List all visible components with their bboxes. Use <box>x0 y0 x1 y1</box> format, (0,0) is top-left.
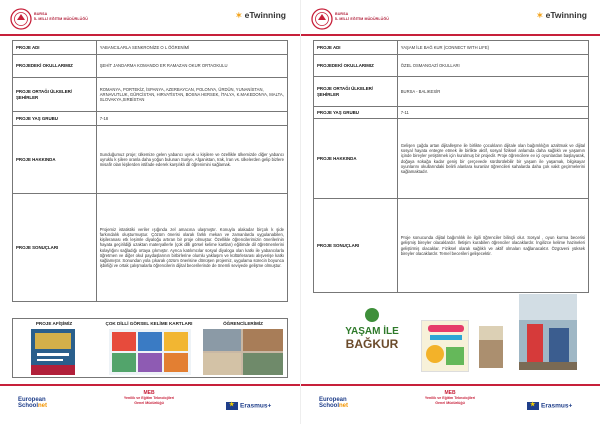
row-value: BURSA - BALIKESİR <box>397 77 588 107</box>
erasmus-logo <box>527 402 572 410</box>
poster-image <box>337 306 407 364</box>
erasmus-logo <box>226 402 271 410</box>
poster-title1: YAŞAM İLE <box>345 326 399 337</box>
row-key: PROJE ORTAĞI ÜLKELER/ŞEHİRLER <box>314 77 398 107</box>
row-key: PROJE ORTAĞI ÜLKELER/ŞEHİRLER <box>13 78 97 112</box>
row-value: 7-11 <box>397 107 588 119</box>
meb-subtitle1: Yenilik ve Eğitim Teknolojileri <box>123 396 175 400</box>
cards-image <box>109 329 191 375</box>
es-line3: net <box>339 403 349 409</box>
caption-poster: PROJE AFİŞİMİZ <box>35 321 73 326</box>
row-key: PROJE SONUÇLARI <box>314 199 398 293</box>
row-key: PROJE HAKKINDA <box>13 126 97 194</box>
table-row <box>314 55 589 77</box>
page-header <box>301 0 600 36</box>
row-key: PROJEDEKİ OKULLARIMIZ <box>13 55 97 78</box>
row-value: Proje sonucunda dijital bağımlılık ile ilgili öğrenciler bilinçli olur. Sosyal , oyun kurma becerisi gelişmiş bireyler olacaklardır. İletişim kurabilen öğrenciler olacaklardır. İngilizce kelime hazineleri geliştirmiş olacaklar. Fiziksel olarak sağlıklı ve aktif olmaları sağlanacaktır. Özgüveni yüksek bireyler olacaklardır. Temel becerileri gelişecektir. <box>397 199 588 293</box>
meb-label: MEB <box>143 390 155 396</box>
plant-icon <box>365 308 379 322</box>
row-value: 7-18 <box>96 112 287 126</box>
page-header <box>0 0 300 36</box>
table-row <box>13 41 288 55</box>
etwinning-logo <box>537 10 587 20</box>
row-key: PROJE ADI <box>13 41 97 55</box>
meb-subtitle2: Genel Müdürlüğü <box>134 400 164 405</box>
es-line1: European <box>18 397 46 403</box>
project-table <box>313 40 589 293</box>
org-line2: İL MİLLİ EĞİTİM MÜDÜRLÜĞÜ <box>34 17 88 21</box>
row-key: PROJE YAŞ GRUBU <box>314 107 398 119</box>
footer-divider <box>301 384 600 386</box>
row-value: Gelişen çağda artan dijitalleşme ile birlikte çocukların dijitale olan bağımlılığın azaltmak ve dijital sosyal hayata entegre etmek ile birlikte aktif, sosyal fiziksel anlamda daha sağlıklı ve yaşamın içinde bireyler yetiştirmek için kurulmuş bir projedir. Proje öğrencilere ev içi oyunlardan başlayarak, doğaya sokağa kadar geniş bir çerçevede sürdürülebilir bir yaşam ile yaşamak, bilgisayar oyunlarını okullarındaki belirli alanlara kuranlar öğrencileri sahalarda daha çok vakit geçirmelerini sağlamaktadır. <box>397 119 588 199</box>
org-name <box>34 12 88 22</box>
table-row <box>314 119 589 199</box>
european-schoolnet-logo <box>18 397 47 409</box>
poster-title2: BAĞKUR <box>345 337 399 351</box>
table-row <box>13 126 288 194</box>
meb-label: MEB <box>444 390 456 396</box>
etwinning-text: eTwinning <box>244 10 286 20</box>
table-row <box>13 112 288 126</box>
footer-divider <box>0 384 300 386</box>
table-row <box>314 41 589 55</box>
eu-flag-icon <box>527 402 539 410</box>
poster-image <box>31 329 75 375</box>
row-key: PROJE HAKKINDA <box>314 119 398 199</box>
meb-logo <box>311 8 333 30</box>
caption-cards: ÇOK DİLLİ GÖRSEL KELİME KARTLARI <box>105 321 193 326</box>
caption-students: ÖĞRENCİLERİMİZ <box>223 321 263 326</box>
header-divider <box>301 34 600 36</box>
row-value: ŞEHİT JANDARMA KOMANDO ER RAMAZAN OKUR ORTAOKULU <box>96 55 287 78</box>
meb-subtitle2: Genel Müdürlüğü <box>435 400 465 405</box>
es-line3: net <box>38 403 48 409</box>
row-value: ÖZEL OSMANGAZİ OKULLARI <box>397 55 588 77</box>
row-key: PROJE ADI <box>314 41 398 55</box>
table-row <box>314 199 589 293</box>
project-table <box>12 40 288 302</box>
meb-footer-logo <box>405 390 495 405</box>
row-value: Sunduğumuz proje; ülkemize gelen yabancı uyruk u kişilere ve özellikle ülkemizde diğer yabancı uyruklu k şilere oranla daha yoğun bulunan Suriye, Afganistan, Irak, İran vs. ülkelerden gelip bizlere misafir olan kişilerden istifade ederek karşılıklı dil öğrenimini sağlamak. <box>96 126 287 194</box>
meb-subtitle1: Yenilik ve Eğitim Teknolojileri <box>424 396 476 400</box>
etwinning-logo <box>236 10 286 20</box>
european-schoolnet-logo <box>319 397 348 409</box>
org-line2: İL MİLLİ EĞİTİM MÜDÜRLÜĞÜ <box>335 17 389 21</box>
org-name <box>335 12 389 22</box>
right-page <box>300 0 600 424</box>
image-strip <box>12 318 288 378</box>
meb-footer-logo <box>104 390 194 405</box>
es-line2: School <box>18 403 39 409</box>
table-row <box>13 55 288 78</box>
games-poster-image <box>421 320 469 372</box>
star-icon: ✶ <box>536 11 544 20</box>
meb-logo <box>10 8 32 30</box>
es-line2: School <box>319 403 340 409</box>
table-row <box>13 78 288 112</box>
table-row <box>13 194 288 302</box>
row-value: Projemiz istatistiki veriler ışığında zel amacına ulaşmıştır. Konuyla alakadar birçok k şide farkındalık oluşturmuştur. Çözüm önerisi olarak farklı mekan ve zamanlarda uygulanabilen, kişileranası etk leşimle diyaloğu artıran bir proje olmuştur. Özellikle öğrencilerimizin önerilerinin hayata geçirildiği uzaktan materyallerle (çok dilli görsel kelime kartları) eğitimde dil öğretmenlerini kolaylığını sağladığı ortaya çıkmıştır. Ayrıca katılımcılar sosyal diyaloga olan katkı ile yabancılarla öğretmen ve diğer okul paydaşlarının birbirlerine olumlu yaklaşım ve kültürlerarası alışverişe katkı sağlamıştır. Sonundan yola çıkarak çözüm önerisine dönüşen projemiz, uygulama sürecin boyunca işbirliği ve ortak çalışmalarla öğrencilerin dijital becerilerinde de önemli seviyede gelişme olmuştur. <box>96 194 287 302</box>
org-line1: BURSA <box>335 12 349 16</box>
star-icon: ✶ <box>235 11 243 20</box>
table-row <box>314 77 589 107</box>
eu-flag-icon <box>226 402 238 410</box>
students-image <box>203 329 283 375</box>
org-line1: BURSA <box>34 12 48 16</box>
row-value: YABANCILARLA SENKRONİZE O L ÖĞRENİMİ <box>96 41 287 55</box>
students-image <box>519 294 577 370</box>
etwinning-text: eTwinning <box>545 10 587 20</box>
row-value: YAŞAM İLE BAĞ KUR (CONNECT WITH LIFE) <box>397 41 588 55</box>
image-strip <box>313 292 589 378</box>
header-divider <box>0 34 300 36</box>
table-row <box>314 107 589 119</box>
row-value: ROMANYA, PORTEKİZ, İSPANYA, AZERBAYCAN, POLONYA, ÜRDÜN, YUNANİSTAN, ARNAVUTLUK, GÜRCİSTAN, HIRVATİSTAN, BOSNA HERSEK, İTALYA, K.MAKEDONYA, MALTA, SLOVAKYA,SIRBİSTAN <box>96 78 287 112</box>
row-key: PROJE YAŞ GRUBU <box>13 112 97 126</box>
erasmus-text: Erasmus+ <box>240 402 272 410</box>
students-image-small <box>479 326 503 368</box>
row-key: PROJEDEKİ OKULLARIMIZ <box>314 55 398 77</box>
es-line1: European <box>319 397 347 403</box>
row-key: PROJE SONUÇLARI <box>13 194 97 302</box>
erasmus-text: Erasmus+ <box>541 402 573 410</box>
